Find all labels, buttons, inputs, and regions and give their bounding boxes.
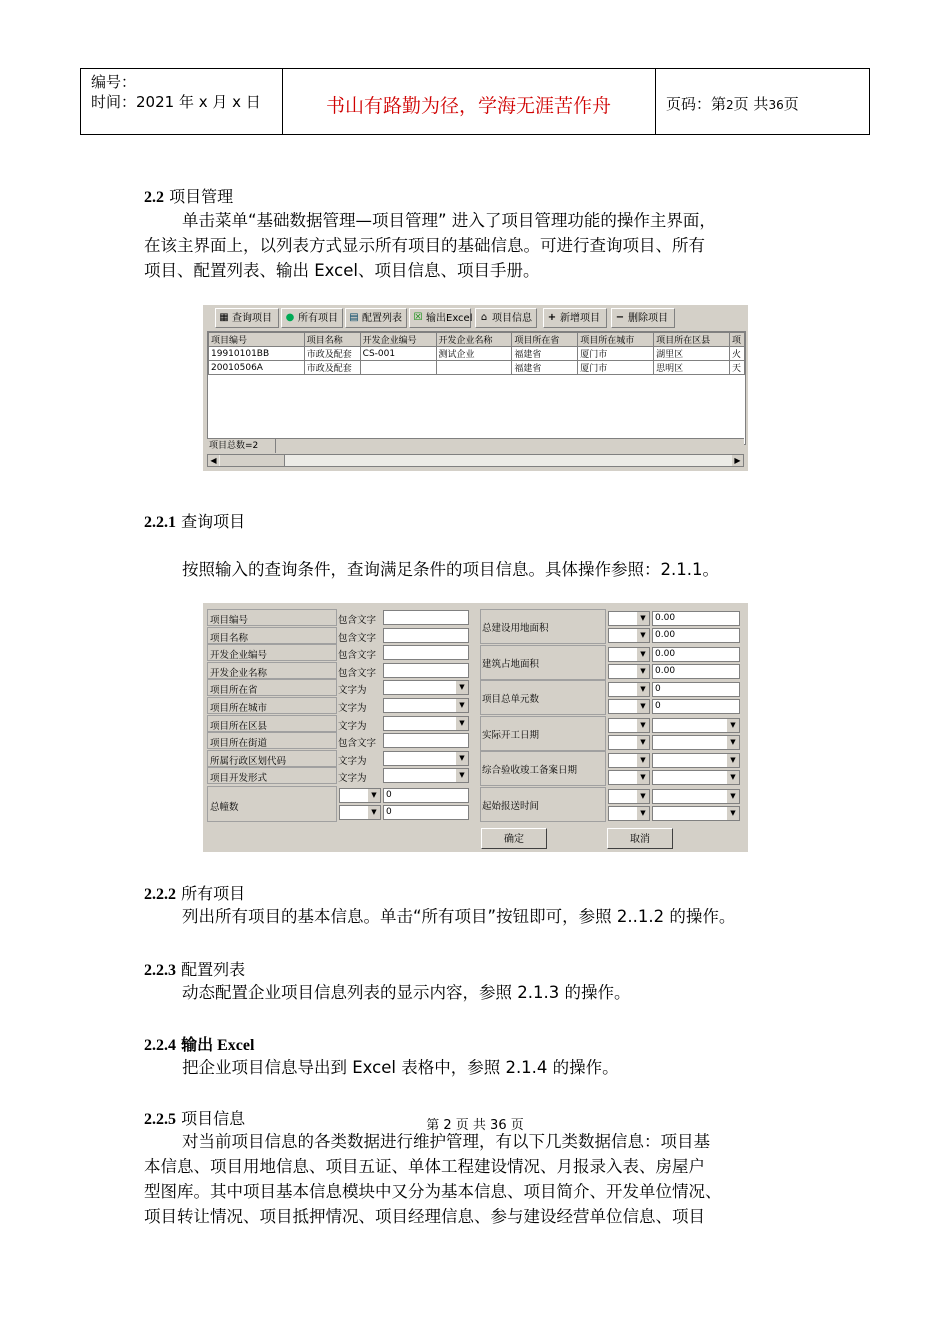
- project-count: 项目总数=2: [207, 439, 276, 453]
- chevron-down-icon[interactable]: ▼: [637, 754, 649, 767]
- globe-icon: ●: [285, 312, 295, 323]
- form-select[interactable]: [608, 647, 650, 662]
- form-field-label: 开发企业编号: [210, 650, 268, 662]
- table-cell: 市政及配套: [304, 361, 360, 375]
- form-select[interactable]: [383, 751, 469, 766]
- table-cell: [436, 361, 512, 375]
- delete-project-button[interactable]: − 删除项目: [611, 308, 675, 328]
- table-row[interactable]: [209, 347, 745, 361]
- section-2-2-4-text: 把企业项目信息导出到 Excel 表格中，参照 2.1.4 的操作。: [182, 1058, 619, 1077]
- table-cell: 湖里区: [654, 347, 730, 361]
- form-field-label: 项目开发形式: [210, 773, 268, 785]
- chevron-down-icon[interactable]: ▼: [637, 648, 649, 661]
- column-header[interactable]: 项目编号: [209, 333, 305, 347]
- page-indicator: 页码：第2页 共36页: [666, 95, 799, 113]
- table-cell: CS-001: [360, 347, 436, 361]
- chevron-down-icon[interactable]: ▼: [727, 754, 739, 767]
- form-operator: 包含文字: [338, 738, 377, 750]
- form-select[interactable]: [608, 789, 650, 804]
- form-select[interactable]: [652, 735, 740, 750]
- number-label: 编号：: [91, 73, 137, 91]
- section-2-2-2-text: 列出所有项目的基本信息。单击“所有项目”按钮即可，参照 2..1.2 的操作。: [182, 907, 736, 926]
- header-info-cell: [81, 69, 283, 134]
- chevron-down-icon[interactable]: ▼: [368, 806, 380, 819]
- chevron-down-icon[interactable]: ▼: [637, 736, 649, 749]
- horizontal-scrollbar[interactable]: [207, 454, 744, 467]
- section-2-2-line2: 在该主界面上，以列表方式显示所有项目的基础信息。可进行查询项目、所有: [144, 236, 705, 255]
- section-2-2-1-heading: 2.2.1 查询项目: [144, 512, 246, 531]
- form-field-label: 项目所在街道: [210, 738, 268, 750]
- column-header[interactable]: 项目所在城市: [578, 333, 654, 347]
- table-cell: 思明区: [654, 361, 730, 375]
- header-motto-cell: [282, 69, 656, 134]
- motto: 书山有路勤为径，学海无涯苦作舟: [325, 95, 611, 117]
- add-project-button[interactable]: + 新增项目: [543, 308, 607, 328]
- form-field-label: 建筑占地面积: [482, 658, 540, 670]
- query-project-button[interactable]: ▦ 查询项目: [215, 308, 279, 328]
- form-select[interactable]: [608, 664, 650, 679]
- excel-icon: ☒: [413, 312, 423, 323]
- scroll-thumb[interactable]: [220, 455, 285, 466]
- total-label: 总幢数: [210, 802, 239, 813]
- all-projects-button[interactable]: ● 所有项目: [281, 308, 343, 328]
- form-operator: 包含文字: [338, 615, 377, 626]
- chevron-down-icon[interactable]: ▼: [456, 752, 468, 765]
- form-operator: 包含文字: [338, 667, 377, 679]
- scroll-left-icon[interactable]: ◀: [208, 455, 219, 466]
- form-input[interactable]: 0: [383, 805, 469, 820]
- table-cell: 19910101BB: [209, 347, 305, 361]
- table-cell: 厦门市: [578, 361, 654, 375]
- chevron-down-icon[interactable]: ▼: [637, 807, 649, 820]
- form-select[interactable]: [383, 716, 469, 731]
- form-operator: 文字为: [338, 720, 367, 732]
- project-grid: [207, 331, 746, 445]
- minus-icon: −: [615, 312, 625, 323]
- section-2-2-5-line4: 项目转让情况、项目抵押情况、项目经理信息、参与建设经营单位信息、项目: [144, 1207, 705, 1226]
- form-select[interactable]: [608, 682, 650, 697]
- section-2-2-2-heading: 2.2.2 所有项目: [144, 884, 246, 903]
- form-input[interactable]: 0: [652, 682, 740, 697]
- section-2-2-heading: 2.2 项目管理: [144, 187, 234, 206]
- form-select[interactable]: [652, 806, 740, 821]
- status-bar: [207, 438, 744, 453]
- form-select[interactable]: [652, 789, 740, 804]
- form-select[interactable]: [608, 718, 650, 733]
- chevron-down-icon[interactable]: ▼: [727, 719, 739, 732]
- section-2-2-1-text: 按照输入的查询条件，查询满足条件的项目信息。具体操作参照：2.1.1。: [182, 560, 719, 579]
- header-table: [80, 68, 870, 135]
- form-select[interactable]: [652, 753, 740, 768]
- form-input[interactable]: [383, 733, 469, 748]
- chevron-down-icon[interactable]: ▼: [456, 769, 468, 782]
- form-field-label: 开发企业名称: [210, 667, 268, 679]
- chevron-down-icon[interactable]: ▼: [368, 789, 380, 802]
- time-label: 时间：2021 年 x 月 x 日: [91, 93, 261, 111]
- cancel-button[interactable]: 取消: [607, 828, 673, 849]
- house-icon: ⌂: [480, 312, 488, 323]
- form-input[interactable]: [383, 645, 469, 660]
- chevron-down-icon[interactable]: ▼: [727, 807, 739, 820]
- form-input[interactable]: [383, 610, 469, 625]
- section-2-2-5-line2: 本信息、项目用地信息、项目五证、单体工程建设情况、月报录入表、房屋户: [144, 1157, 705, 1176]
- query-dialog: [203, 603, 748, 852]
- config-list-button[interactable]: ▤ 配置列表: [345, 308, 407, 328]
- section-2-2-3-heading: 2.2.3 配置列表: [144, 960, 246, 979]
- form-field-label: 实际开工日期: [482, 729, 540, 741]
- list-config-icon: ▤: [349, 312, 359, 323]
- table-cell: 福建省: [512, 347, 578, 361]
- form-select[interactable]: [608, 628, 650, 643]
- column-header[interactable]: 项目所在区县: [654, 333, 730, 347]
- chevron-down-icon[interactable]: ▼: [637, 683, 649, 696]
- table-row[interactable]: [209, 361, 745, 375]
- chevron-down-icon[interactable]: ▼: [456, 681, 468, 694]
- form-operator: 文字为: [338, 685, 367, 697]
- project-list-window: [203, 305, 748, 471]
- chevron-down-icon[interactable]: ▼: [637, 629, 649, 642]
- chevron-down-icon[interactable]: ▼: [456, 717, 468, 730]
- table-cell: [360, 361, 436, 375]
- project-info-button[interactable]: ⌂ 项目信息: [475, 308, 537, 328]
- form-field-label: 项目所在城市: [210, 703, 268, 714]
- scroll-right-icon[interactable]: ▶: [732, 455, 743, 466]
- column-header[interactable]: 开发企业名称: [436, 333, 512, 347]
- form-select[interactable]: [339, 788, 381, 803]
- chevron-down-icon[interactable]: ▼: [637, 771, 649, 784]
- form-select[interactable]: [608, 806, 650, 821]
- grid-header-row: [209, 333, 745, 347]
- table-cell: 厦门市: [578, 347, 654, 361]
- form-operator: 文字为: [338, 773, 367, 785]
- form-select[interactable]: [652, 770, 740, 785]
- chevron-down-icon[interactable]: ▼: [637, 719, 649, 732]
- form-field-label: 项目名称: [210, 632, 249, 644]
- form-input[interactable]: 0: [652, 699, 740, 714]
- form-select[interactable]: [608, 753, 650, 768]
- form-field-label: 综合验收竣工备案日期: [482, 765, 578, 776]
- section-2-2-5-line1: 对当前项目信息的各类数据进行维护管理，有以下几类数据信息：项目基: [182, 1132, 710, 1151]
- header-page-cell: [656, 69, 871, 134]
- form-select[interactable]: [339, 805, 381, 820]
- form-field-label: 项目所在省: [210, 685, 258, 697]
- chevron-down-icon[interactable]: ▼: [727, 790, 739, 803]
- form-input[interactable]: 0.00: [652, 628, 740, 643]
- table-cell: 市政及配套: [304, 347, 360, 361]
- form-operator: 文字为: [338, 755, 367, 767]
- form-field-label: 项目总单元数: [482, 694, 540, 705]
- ok-button[interactable]: 确定: [481, 828, 547, 849]
- form-select[interactable]: [383, 680, 469, 695]
- form-field-label: 起始报送时间: [482, 800, 540, 812]
- section-2-2-line1: 单击菜单“基础数据管理—项目管理” 进入了项目管理功能的操作主界面，: [182, 211, 716, 230]
- section-2-2-5-heading: 2.2.5 项目信息: [144, 1109, 246, 1128]
- plus-icon: +: [547, 312, 557, 323]
- form-input[interactable]: 0: [383, 788, 469, 803]
- form-select[interactable]: [608, 699, 650, 714]
- page-footer: 第 2 页 共 36 页: [426, 1118, 524, 1133]
- section-2-2-3-text: 动态配置企业项目信息列表的显示内容，参照 2.1.3 的操作。: [182, 983, 631, 1002]
- form-field-label: 项目编号: [210, 615, 249, 626]
- chevron-down-icon[interactable]: ▼: [727, 771, 739, 784]
- search-icon: ▦: [219, 312, 229, 323]
- table-cell: 20010506A: [209, 361, 305, 375]
- chevron-down-icon[interactable]: ▼: [456, 699, 468, 712]
- form-field-label: 总建设用地面积: [482, 623, 549, 634]
- table-cell: 天: [729, 361, 744, 375]
- form-select[interactable]: [383, 768, 469, 783]
- form-field-label: 所属行政区划代码: [210, 755, 287, 767]
- chevron-down-icon[interactable]: ▼: [637, 790, 649, 803]
- form-select[interactable]: [652, 718, 740, 733]
- form-input[interactable]: 0.00: [652, 611, 740, 626]
- chevron-down-icon[interactable]: ▼: [637, 665, 649, 678]
- section-2-2-4-heading: 2.2.4 输出 Excel: [144, 1037, 255, 1054]
- table-cell: 福建省: [512, 361, 578, 375]
- chevron-down-icon[interactable]: ▼: [637, 700, 649, 713]
- form-select[interactable]: [608, 735, 650, 750]
- form-input[interactable]: [383, 663, 469, 678]
- section-2-2-line3: 项目、配置列表、输出 Excel、项目信息、项目手册。: [144, 261, 540, 280]
- form-field-label: 项目所在区县: [210, 720, 268, 732]
- form-operator: 包含文字: [338, 632, 377, 644]
- table-cell: 测试企业: [436, 347, 512, 361]
- column-header[interactable]: 项目所在省: [512, 333, 578, 347]
- column-header[interactable]: 项目名称: [304, 333, 360, 347]
- chevron-down-icon[interactable]: ▼: [727, 736, 739, 749]
- section-2-2-5-line3: 型图库。其中项目基本信息模块中又分为基本信息、项目简介、开发单位情况、: [144, 1182, 722, 1201]
- chevron-down-icon[interactable]: ▼: [637, 612, 649, 625]
- form-operator: 包含文字: [338, 650, 377, 662]
- form-select[interactable]: [383, 698, 469, 713]
- column-header[interactable]: 开发企业编号: [360, 333, 436, 347]
- form-operator: 文字为: [338, 703, 367, 714]
- form-select[interactable]: [608, 611, 650, 626]
- form-input[interactable]: 0.00: [652, 647, 740, 662]
- table-cell: 火: [729, 347, 744, 361]
- form-input[interactable]: 0.00: [652, 664, 740, 679]
- export-excel-button[interactable]: ☒ 输出Excel: [409, 308, 471, 328]
- form-select[interactable]: [608, 770, 650, 785]
- column-header[interactable]: 项: [729, 333, 744, 347]
- form-input[interactable]: [383, 628, 469, 643]
